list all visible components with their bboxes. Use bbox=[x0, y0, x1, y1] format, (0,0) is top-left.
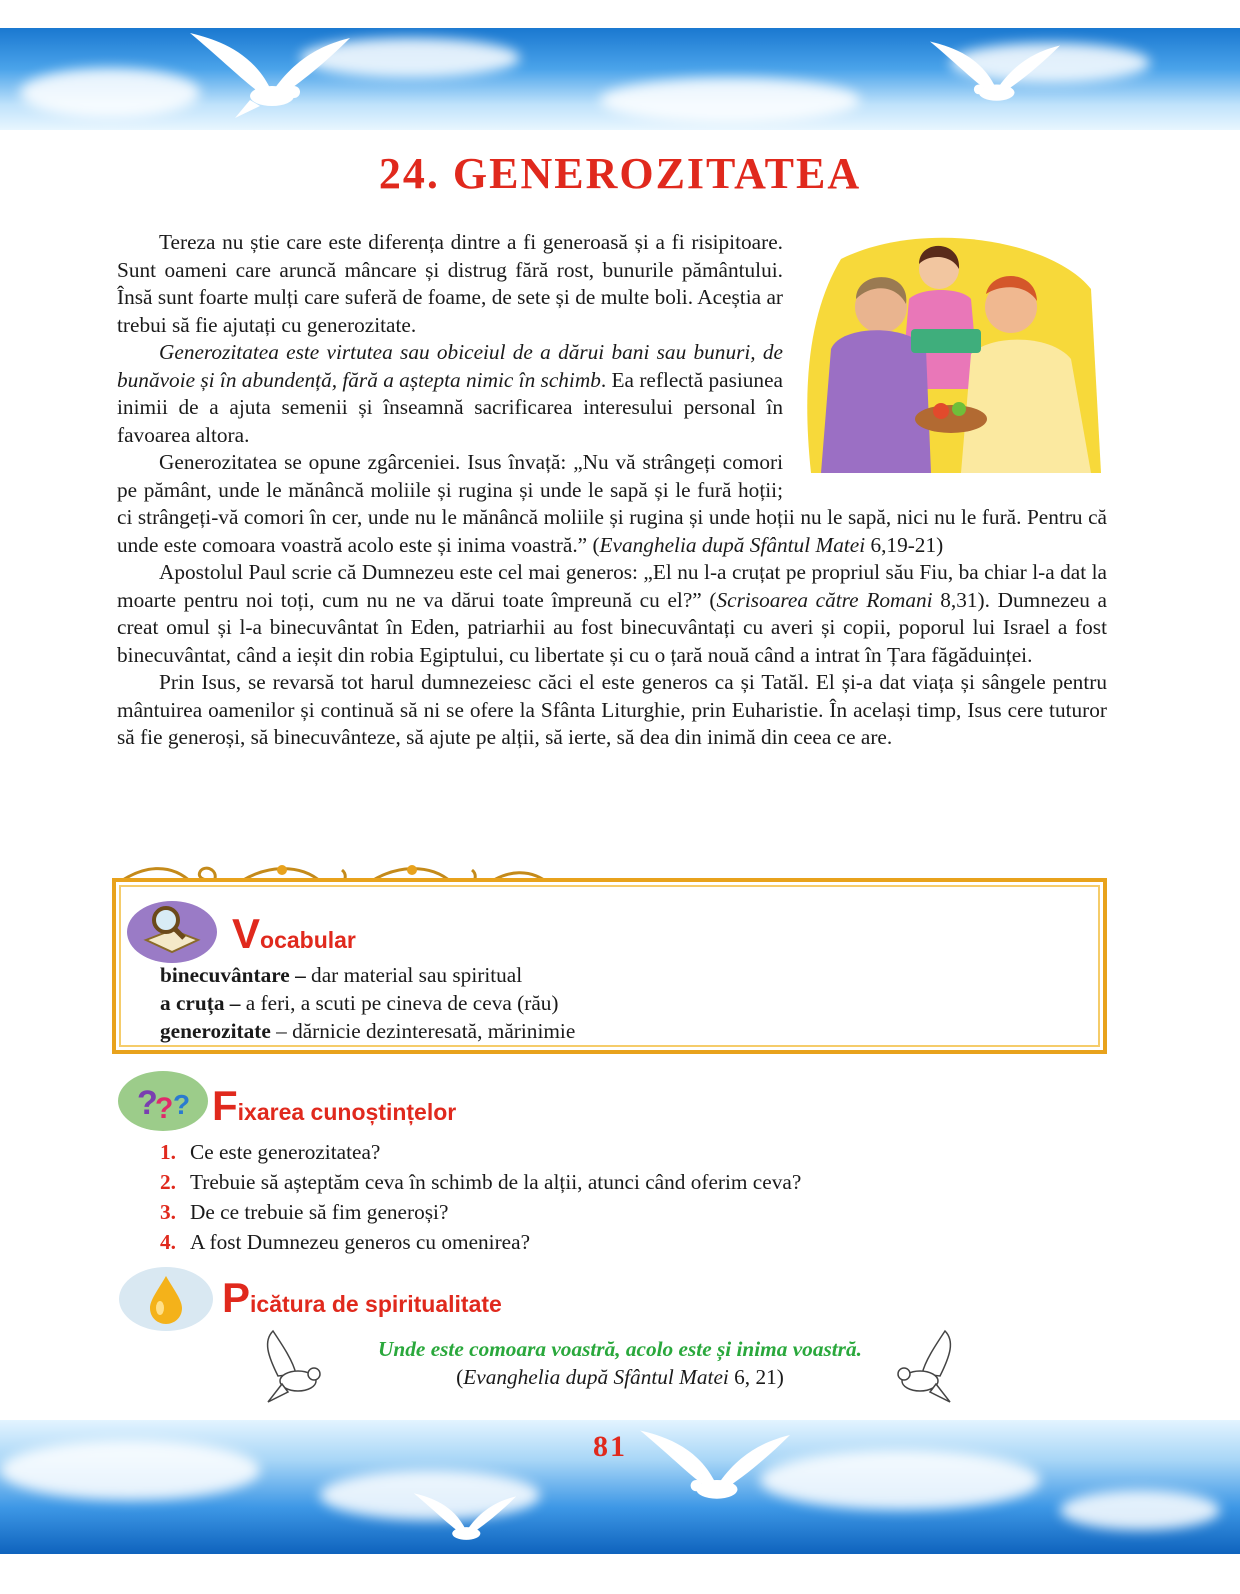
definition-italic: Generozitatea este virtutea sau obiceiul de a dărui bani sau bunuri, de bunăvoie și în abundență, fără a aștepta nimic în schimb bbox=[117, 340, 783, 392]
dove-icon bbox=[410, 1490, 520, 1554]
paragraph-paul bbox=[117, 559, 1107, 669]
vocab-entry: a cruța – a feri, a scuti pe cineva de ceva (rău) bbox=[160, 991, 559, 1015]
vocab-entry: generozitate – dărnicie dezinteresată, mărinimie bbox=[160, 1019, 576, 1043]
dove-icon bbox=[190, 28, 350, 128]
romans-ref: Scrisoarea către Romani bbox=[716, 587, 933, 612]
book-magnifier-icon bbox=[126, 900, 218, 964]
paragraph-intro: Tereza nu știe care este diferența dintre a fi generoasă și a fi risipitoare. Sunt oameni care aruncă mâncare și distrug fără rost, bunurile pământului. Însă sunt foarte mulți care suferă de foame, de sete și de multe boli. Aceștia ar trebui să fie ajutați cu generozitate. bbox=[117, 230, 783, 337]
spirituality-heading: Picătura de spiritualitate bbox=[222, 1274, 502, 1321]
question-item: 3. De ce trebuie să fim generoși? bbox=[160, 1200, 449, 1224]
question-item: 4. A fost Dumnezeu generos cu omenirea? bbox=[160, 1230, 531, 1254]
svg-text:?: ? bbox=[173, 1089, 191, 1120]
paul-rest: 8,31). Dumnezeu a creat omul și l-a binecuvântat în Eden, patriarhii au fost binecuvântați cu averi și copii, poporul lui Israel a fost binecuvântat, când a ieșit din robia Egiptului, cu libertate și cu o țară nouă când a intrat în Țara făgăduinței. bbox=[117, 587, 1108, 667]
svg-text:?: ? bbox=[137, 1084, 158, 1122]
drop-icon bbox=[118, 1266, 214, 1332]
matthew-text: Generozitatea se opune zgârceniei. Isus învață: „Nu vă strângeți comori pe pământ, unde le mănâncă moliile și rugina și unde le sapă și le fură hoții; ci strângeți-vă comori în cer, unde nu le mănâncă moliile și rugina și unde hoții nu le sapă, nici nu le fură. Pentru că unde este comoara voastră acolo este și inima voastră.” ( bbox=[117, 450, 1107, 557]
vocabulary-list bbox=[160, 961, 575, 1045]
top-sky-banner bbox=[0, 28, 1240, 130]
question-marks-icon bbox=[117, 1070, 209, 1132]
question-list bbox=[160, 1137, 801, 1257]
question-item: 1. Ce este generozitatea? bbox=[160, 1140, 381, 1164]
definition-rest: . Ea reflectă pasiunea inimii de a ajuta semenii și înseamnă sacrificarea interesului personal în favoarea altora. bbox=[117, 367, 783, 447]
svg-text:?: ? bbox=[155, 1092, 174, 1125]
page-title: 24. GENEROZITATEA bbox=[378, 149, 862, 198]
quote-reference: (Evanghelia după Sfântul Matei 6, 21) bbox=[456, 1365, 784, 1389]
matthew-ref: Evanghelia după Sfântul Matei bbox=[599, 532, 866, 557]
paragraph-jesus: Prin Isus, se revarsă tot harul dumnezeiesc căci el este generos ca și Tatăl. El și-a dat viața și sângele pentru mântuirea oamenilor și continuă să ni se ofere la Sfânta Liturghie, prin Euharistie. În același timp, Isus cere tuturor să fie generoși, să binecuvânteze, să ajute pe alții, să ierte, să dea din inimă din ceea ce are. bbox=[117, 670, 1107, 749]
quote-text: Unde este comoara voastră, acolo este și inima voastră. bbox=[378, 1337, 862, 1361]
lesson-text bbox=[117, 229, 1107, 752]
dove-icon bbox=[930, 33, 1060, 123]
page-number: 81 bbox=[593, 1430, 627, 1463]
vocab-entry: binecuvântare – dar material sau spiritual bbox=[160, 963, 523, 987]
paul-text: Apostolul Paul scrie că Dumnezeu este cel mai generos: „El nu l-a cruțat pe propriul său Fiu, ba chiar l-a dat la moarte pentru noi toți, cum nu ne va dărui toate împreună cu el?” ( bbox=[117, 560, 1107, 612]
vocabulary-heading: Vocabular bbox=[232, 910, 356, 957]
matthew-ref-end: 6,19-21) bbox=[865, 532, 944, 557]
question-item: 2. Trebuie să așteptăm ceva în schimb de la alții, atunci când oferim ceva? bbox=[160, 1170, 802, 1194]
illustration-women-sharing bbox=[801, 229, 1107, 473]
fixation-heading: Fixarea cunoștințelor bbox=[212, 1082, 457, 1129]
spirituality-quote bbox=[0, 1335, 1240, 1391]
